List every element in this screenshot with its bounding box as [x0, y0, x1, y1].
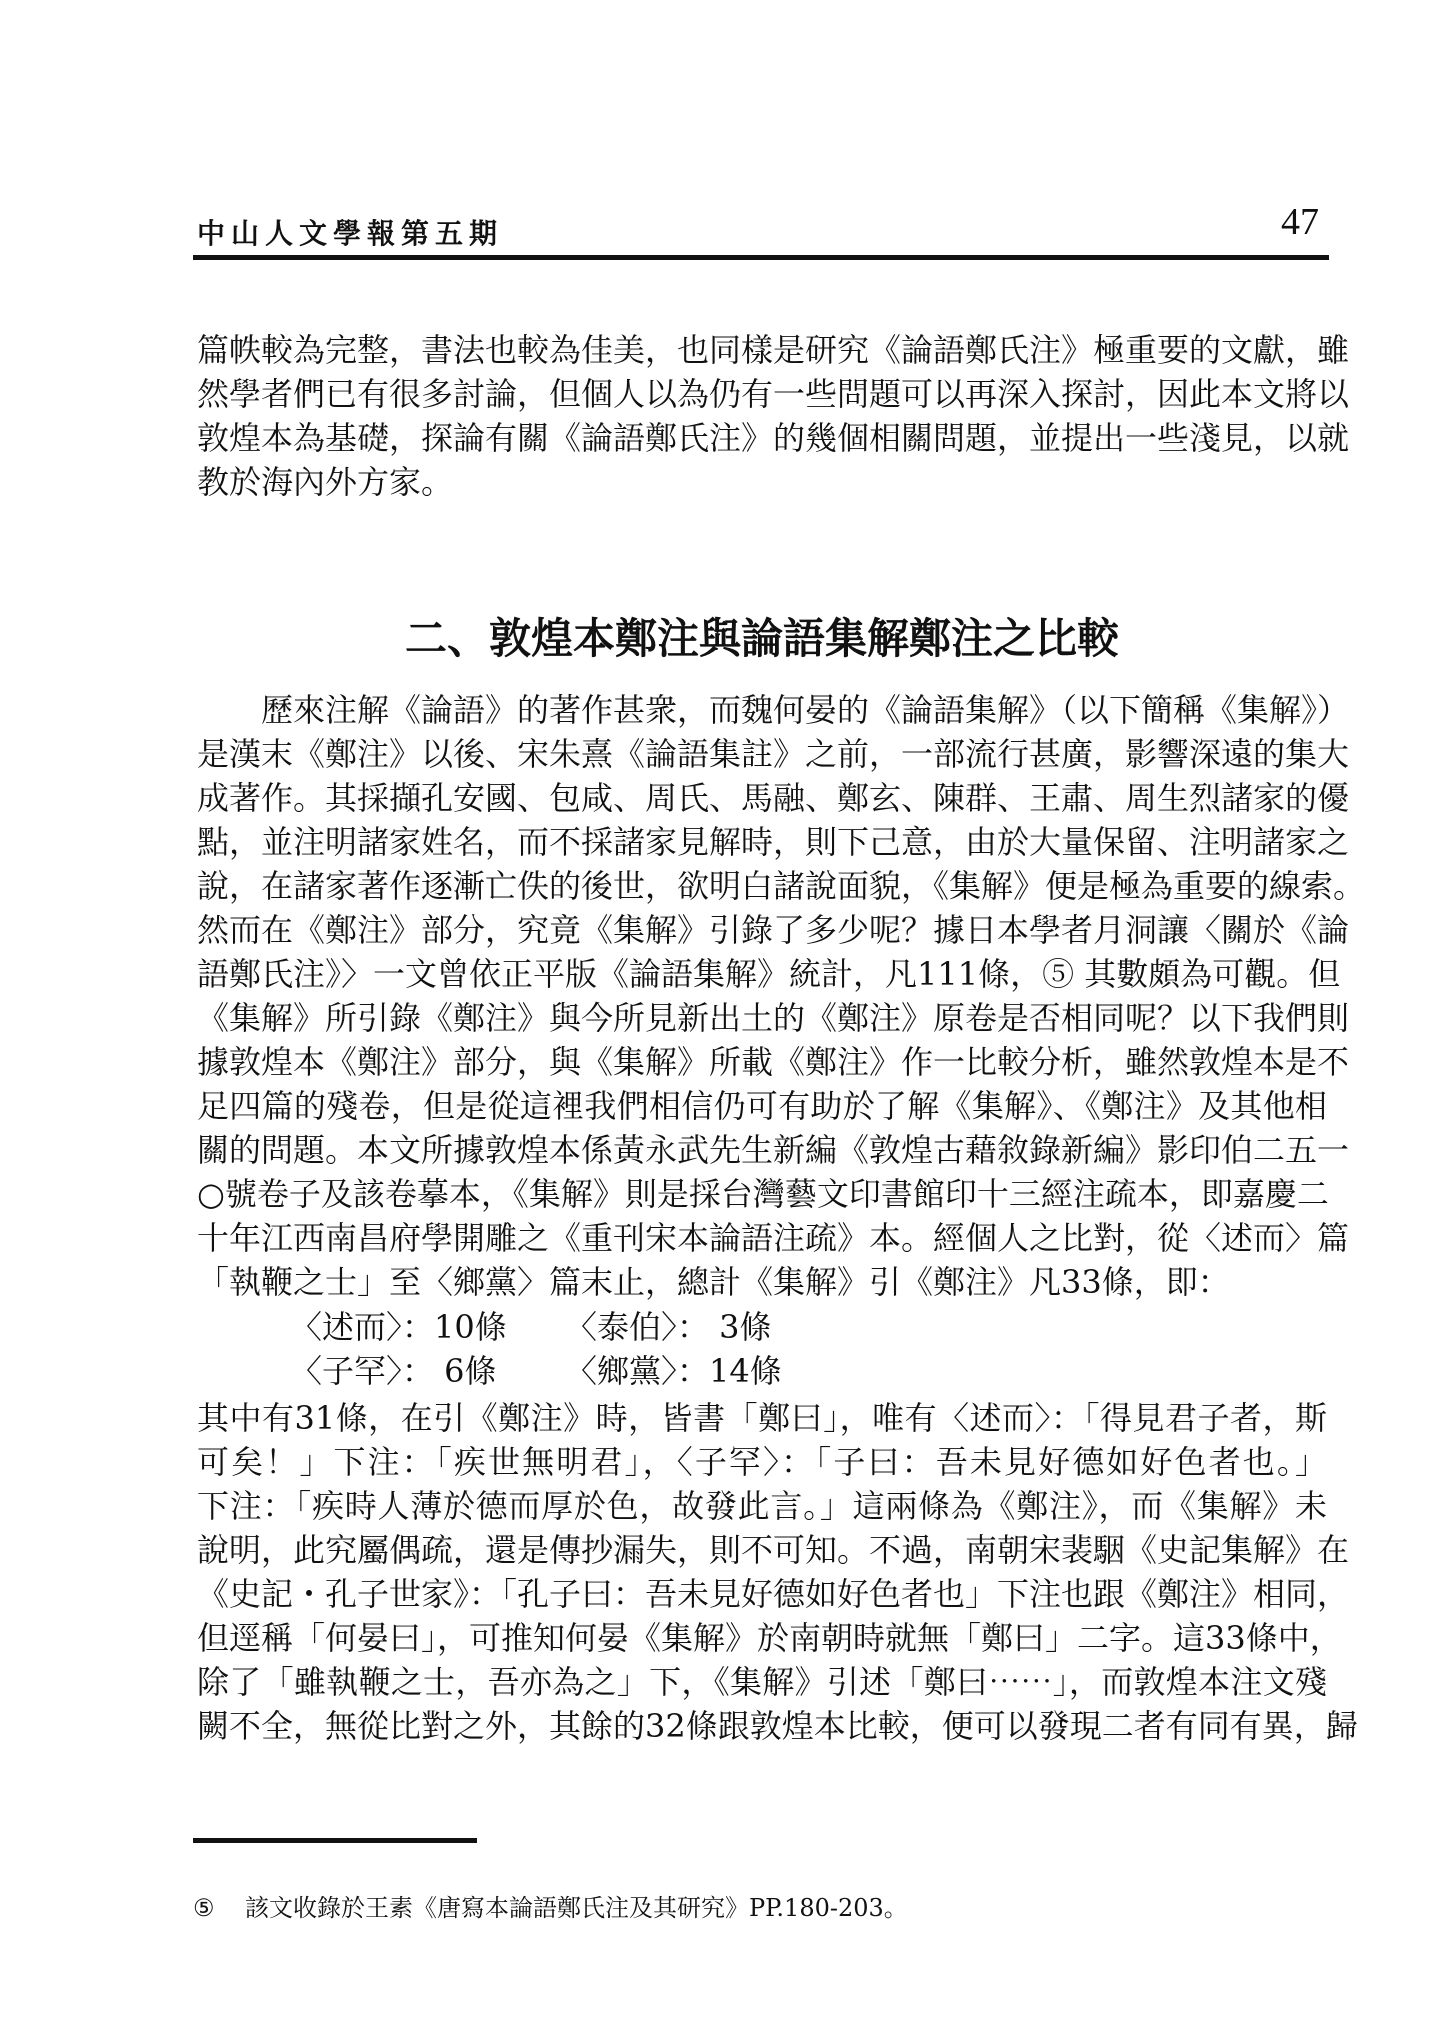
text-line: 足四篇的殘卷，但是從這裡我們相信仍可有助於了解《集解》、《鄭注》及其他相	[197, 1087, 1327, 1125]
text-line: 下注：「疾時人薄於德而厚於色，故發此言。」這兩條為《鄭注》，而《集解》未	[197, 1487, 1327, 1525]
text-line: 但逕稱「何晏曰」，可推知何晏《集解》於南朝時就無「鄭曰」二字。這33條中，	[197, 1619, 1342, 1657]
text-line: 然學者們已有很多討論，但個人以為仍有一些問題可以再深入探討，因此本文將以	[197, 375, 1350, 413]
text-line: 其中有31條，在引《鄭注》時，皆書「鄭曰」，唯有〈述而〉：「得見君子者，斯	[197, 1399, 1327, 1437]
section-heading: 二、敦煌本鄭注與論語集解鄭注之比較	[404, 614, 1119, 663]
text-line: 歷來注解《論語》的著作甚衆，而魏何晏的《論語集解》（以下簡稱《集解》）	[197, 691, 1350, 729]
text-line: 篇帙較為完整，書法也較為佳美，也同樣是研究《論語鄭氏注》極重要的文獻，雖	[197, 331, 1350, 369]
text-line: 然而在《鄭注》部分，究竟《集解》引錄了多少呢？據日本學者月洞讓〈關於《論	[197, 911, 1350, 949]
text-line: 關的問題。本文所據敦煌本係黃永武先生新編《敦煌古藉敘錄新編》影印伯二五一	[197, 1131, 1350, 1169]
text-line: 可矣！」下注：「疾世無明君」，〈子罕〉：「子曰：吾未見好德如好色者也。」	[197, 1443, 1327, 1481]
text-line: 成著作。其採擷孔安國、包咸、周氏、馬融、鄭玄、陳群、王肅、周生烈諸家的優	[197, 779, 1350, 817]
count-row	[290, 1349, 990, 1393]
text-line: 說，在諸家著作逐漸亡佚的後世，欲明白諸說面貌，《集解》便是極為重要的線索。	[197, 867, 1366, 905]
text-line: 十年江西南昌府學開雕之《重刊宋本論語注疏》本。經個人之比對，從〈述而〉篇	[197, 1219, 1350, 1257]
text-line: 點，並注明諸家姓名，而不採諸家見解時，則下己意，由於大量保留、注明諸家之	[197, 823, 1350, 861]
footnote-text: 該文收錄於王素《唐寫本論語鄭氏注及其研究》PP.180-203。	[245, 1894, 908, 1922]
chapter-count-list	[290, 1305, 990, 1393]
text-line: 「執鞭之士」至〈鄉黨〉篇末止，總計《集解》引《鄭注》凡33條，即：	[197, 1263, 1230, 1301]
intro-paragraph	[197, 328, 1350, 504]
text-line: ○號卷子及該卷摹本，《集解》則是採台灣藝文印書館印十三經注疏本，即嘉慶二	[197, 1175, 1329, 1213]
text-line: 據敦煌本《鄭注》部分，與《集解》所載《鄭注》作一比較分析，雖然敦煌本是不	[197, 1043, 1350, 1081]
text-line: 闕不全，無從比對之外，其餘的32條跟敦煌本比較，便可以發現二者有同有異，歸	[197, 1707, 1358, 1745]
text-line: 《集解》所引錄《鄭注》與今所見新出土的《鄭注》原卷是否相同呢？以下我們則	[197, 999, 1350, 1037]
count-row	[290, 1305, 990, 1349]
text-line: 是漢末《鄭注》以後、宋朱熹《論語集註》之前，一部流行甚廣，影響深遠的集大	[197, 735, 1350, 773]
text-line: 敦煌本為基礎，探論有關《論語鄭氏注》的幾個相關問題，並提出一些淺見，以就	[197, 419, 1350, 457]
header-rule	[193, 255, 1329, 260]
page-number: 47	[1281, 201, 1319, 243]
text-line: 語鄭氏注》〉一文曾依正平版《論語集解》統計，凡111條，⑤ 其數頗為可觀。但	[197, 955, 1341, 993]
footnote	[193, 1888, 908, 1923]
running-header	[197, 200, 1329, 256]
analysis-paragraph	[197, 1396, 1358, 1748]
footnote-rule	[193, 1838, 477, 1843]
text-line: 《史記・孔子世家》：「孔子曰：吾未見好德如好色者也」下注也跟《鄭注》相同，	[197, 1575, 1350, 1613]
text-line: 除了「雖執鞭之士，吾亦為之」下，《集解》引述「鄭曰⋯⋯」，而敦煌本注文殘	[197, 1663, 1327, 1701]
count-entry: 〈子罕〉： 6條	[290, 1352, 497, 1390]
journal-title: 中山人文學報第五期	[197, 217, 504, 250]
text-line: 教於海內外方家。	[197, 463, 454, 501]
text-line: 說明，此究屬偶疏，還是傳抄漏失，則不可知。不過，南朝宋裴駰《史記集解》在	[197, 1531, 1350, 1569]
count-entry: 〈述而〉：10條	[290, 1308, 507, 1346]
count-entry: 〈泰伯〉： 3條	[565, 1308, 772, 1346]
comparison-paragraph	[197, 688, 1366, 1304]
footnote-marker: ⑤	[193, 1894, 215, 1922]
count-entry: 〈鄉黨〉：14條	[565, 1352, 782, 1390]
